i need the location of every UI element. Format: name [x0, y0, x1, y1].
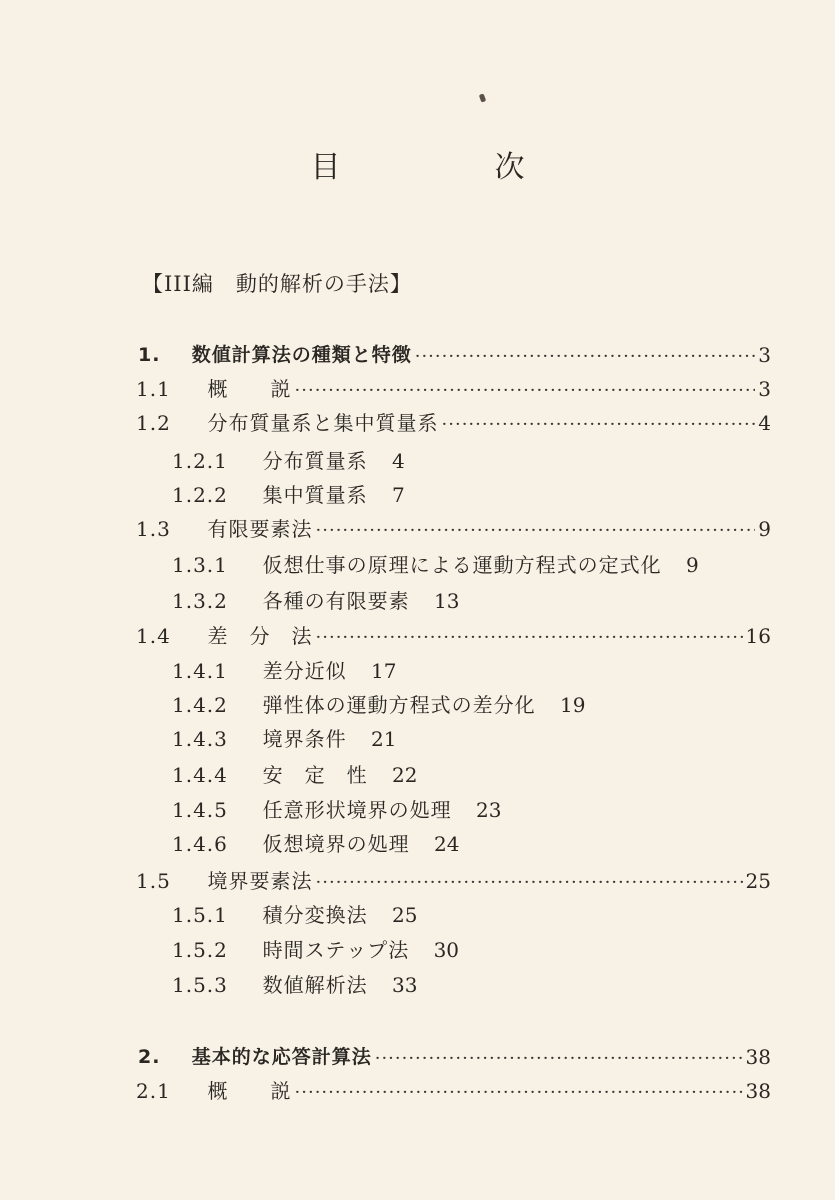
toc-entry-1-4-1[interactable]	[0, 654, 835, 688]
toc-number: 1.4.4	[172, 763, 228, 787]
toc-title: 差 分 法	[207, 624, 313, 648]
toc-title: 差分近似	[262, 659, 347, 683]
toc-entry-2-1[interactable]	[0, 1074, 835, 1108]
toc-entry-1-5-2[interactable]	[0, 933, 835, 967]
toc-page-number: 19	[559, 693, 586, 717]
toc-title: 仮想仕事の原理による運動方程式の定式化	[262, 553, 662, 577]
toc-page-number: 38	[745, 1045, 771, 1069]
dot-leader	[295, 372, 756, 406]
toc-page-number: 24	[433, 832, 460, 856]
toc-title: 仮想境界の処理	[262, 832, 410, 856]
toc-title: 安 定 性	[262, 763, 368, 787]
toc-page-number: 4	[758, 411, 771, 435]
page-title: 目 次	[310, 150, 587, 185]
toc-page-number: 9	[685, 553, 699, 577]
toc-entry-1-4[interactable]	[0, 619, 835, 653]
toc-entry-1-4-4[interactable]	[0, 758, 835, 792]
toc-title: 集中質量系	[262, 483, 368, 507]
toc-number: 1.3	[136, 517, 171, 541]
toc-title: 弾性体の運動方程式の差分化	[262, 693, 536, 717]
dot-leader	[316, 864, 743, 898]
toc-title: 概 説	[207, 1079, 292, 1103]
toc-number: 1.4.2	[172, 693, 228, 717]
toc-page-number: 22	[391, 763, 418, 787]
toc-number: 1.4.6	[172, 832, 228, 856]
toc-page-number: 38	[745, 1079, 771, 1103]
toc-entry-1-5-1[interactable]	[0, 898, 835, 932]
toc-number: 1.3.1	[172, 553, 228, 577]
toc-number: 1.4	[136, 624, 171, 648]
toc-title: 基本的な応答計算法	[191, 1046, 372, 1068]
toc-entry-1-2[interactable]	[0, 406, 835, 440]
toc-number: 1.2.1	[172, 449, 228, 473]
toc-entry-1-5[interactable]	[0, 864, 835, 898]
toc-title: 積分変換法	[262, 903, 368, 927]
toc-title: 各種の有限要素	[262, 589, 410, 613]
toc-entry-1-4-6[interactable]	[0, 827, 835, 861]
toc-page-number: 21	[370, 727, 397, 751]
toc-number: 1.5.2	[172, 938, 228, 962]
dot-leader	[415, 338, 756, 372]
print-speck	[479, 93, 486, 102]
toc-page-number: 23	[475, 798, 502, 822]
toc-entry-1-2-2[interactable]	[0, 478, 835, 512]
toc-number: 1.4.1	[172, 659, 228, 683]
toc-page-number: 4	[391, 449, 405, 473]
toc-page-number: 7	[391, 483, 405, 507]
toc-page-number: 25	[745, 869, 771, 893]
toc-title: 分布質量系	[262, 449, 368, 473]
toc-number: 1.	[138, 344, 161, 366]
toc-page-number: 3	[758, 343, 771, 367]
toc-title: 数値解析法	[262, 973, 368, 997]
toc-title: 数値計算法の種類と特徴	[191, 344, 412, 366]
dot-leader	[316, 619, 743, 653]
toc-number: 1.5	[136, 869, 171, 893]
toc-page-number: 9	[758, 517, 771, 541]
toc-title: 分布質量系と集中質量系	[207, 411, 439, 435]
dot-leader	[316, 512, 756, 546]
toc-number: 1.4.3	[172, 727, 228, 751]
toc-page-number: 13	[433, 589, 460, 613]
toc-number: 2.	[138, 1046, 161, 1068]
toc-number: 2.1	[136, 1079, 171, 1103]
dot-leader	[295, 1074, 743, 1108]
toc-title: 時間ステップ法	[262, 938, 410, 962]
toc-number: 1.1	[136, 377, 171, 401]
toc-entry-1-1[interactable]	[0, 372, 835, 406]
toc-number: 1.2.2	[172, 483, 228, 507]
toc-number: 1.2	[136, 411, 171, 435]
toc-entry-1-3-1[interactable]	[0, 548, 835, 582]
toc-title: 任意形状境界の処理	[262, 798, 452, 822]
toc-page-number: 33	[391, 973, 418, 997]
toc-number: 1.3.2	[172, 589, 228, 613]
toc-page-number: 17	[370, 659, 397, 683]
part-heading: 【III編 動的解析の手法】	[142, 272, 412, 296]
toc-entry-chapter-2[interactable]	[0, 1040, 835, 1074]
toc-page-number: 3	[758, 377, 771, 401]
toc-title: 有限要素法	[207, 517, 313, 541]
toc-title: 概 説	[207, 377, 292, 401]
toc-page-number: 30	[433, 938, 460, 962]
toc-entry-1-3[interactable]	[0, 512, 835, 546]
toc-entry-1-3-2[interactable]	[0, 584, 835, 618]
toc-number: 1.4.5	[172, 798, 228, 822]
toc-number: 1.5.1	[172, 903, 228, 927]
toc-number: 1.5.3	[172, 973, 228, 997]
toc-entry-1-4-5[interactable]	[0, 793, 835, 827]
dot-leader	[442, 406, 756, 440]
toc-page-number: 16	[745, 624, 771, 648]
toc-page-number: 25	[391, 903, 418, 927]
toc-entry-1-4-2[interactable]	[0, 688, 835, 722]
dot-leader	[375, 1040, 743, 1074]
toc-entry-chapter-1[interactable]	[0, 338, 835, 372]
toc-entry-1-2-1[interactable]	[0, 444, 835, 478]
toc-title: 境界要素法	[207, 869, 313, 893]
toc-title: 境界条件	[262, 727, 347, 751]
toc-entry-1-4-3[interactable]	[0, 722, 835, 756]
toc-entry-1-5-3[interactable]	[0, 968, 835, 1002]
